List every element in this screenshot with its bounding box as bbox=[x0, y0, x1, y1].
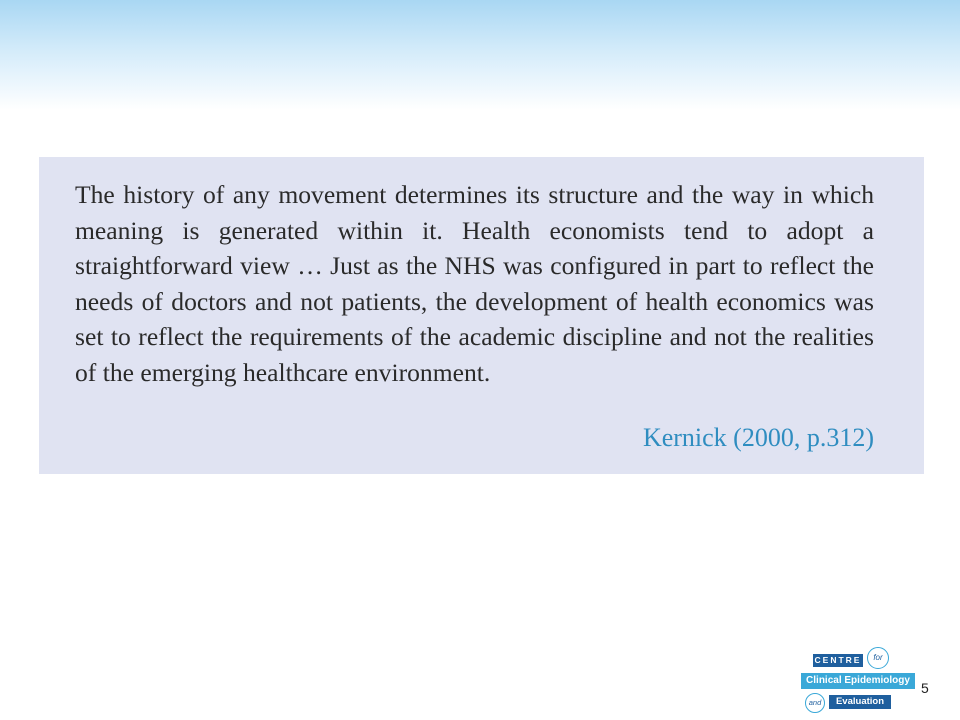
logo-and-circle: and bbox=[805, 693, 825, 713]
quote-box bbox=[39, 157, 924, 474]
header-gradient-band bbox=[0, 0, 960, 110]
logo-evaluation-text: Evaluation bbox=[829, 695, 891, 709]
logo-centre-text: CENTRE bbox=[814, 655, 862, 665]
cceb-logo bbox=[801, 646, 919, 714]
quote-citation: Kernick (2000, p.312) bbox=[642, 423, 874, 452]
page-number: 5 bbox=[921, 680, 929, 696]
quote-text: The history of any movement determines its structure and the way in which meaning is generated within it. Health economists tend to adopt a straightforward view … Just as the NHS was configured in part to reflect the needs of doctors and not patients, the development of health economics was set to reflect the requirements of the academic discipline and not the realities of the emerging healthcare environment. bbox=[75, 180, 874, 387]
logo-for-circle: for bbox=[867, 647, 889, 669]
logo-clinical-epidemiology-text: Clinical Epidemiology bbox=[801, 673, 915, 689]
